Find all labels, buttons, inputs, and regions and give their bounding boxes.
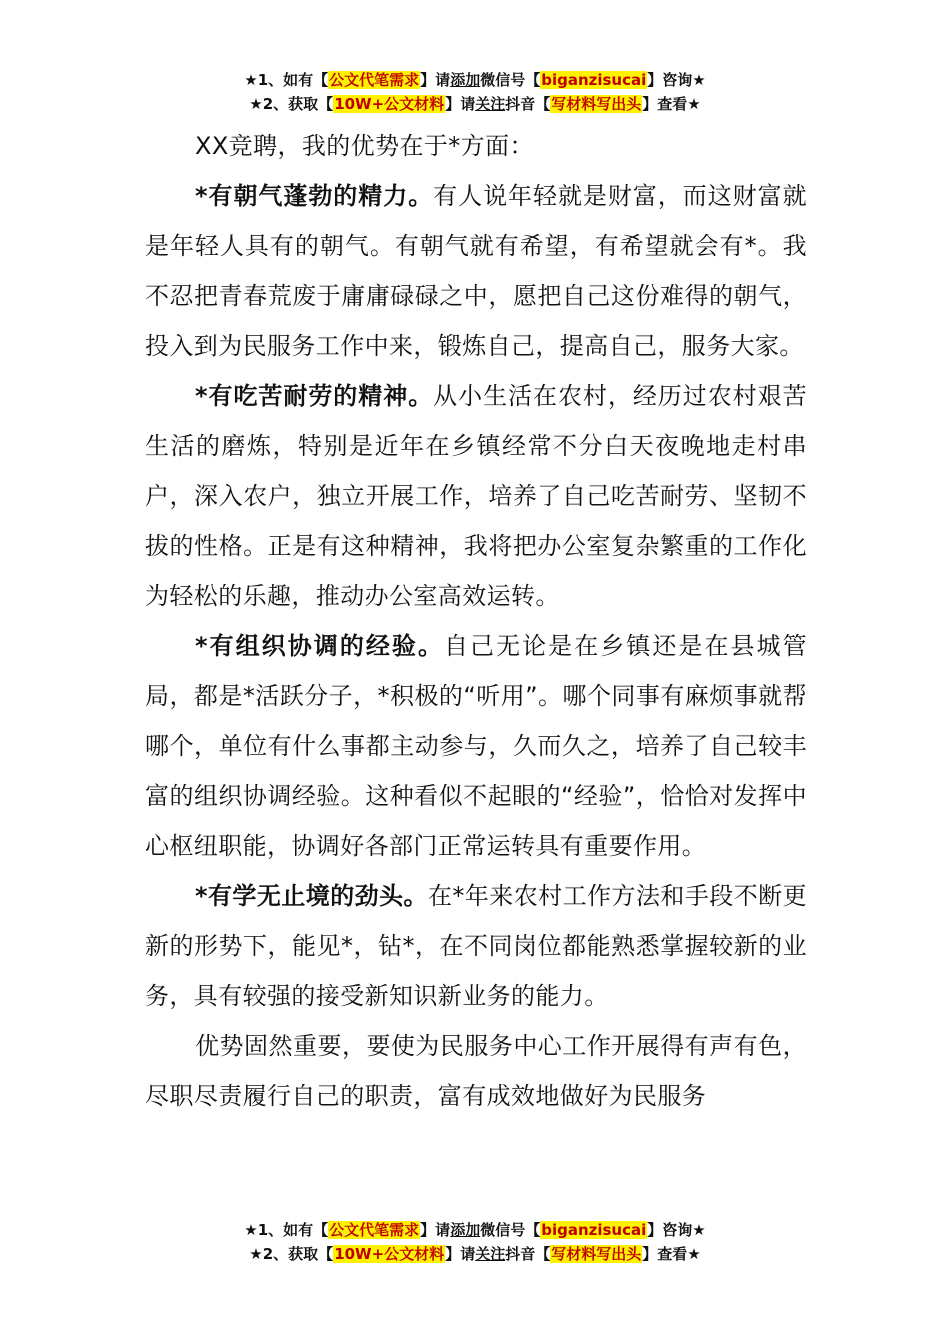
closing-paragraph bbox=[145, 1021, 807, 1121]
paragraph-text: 从小生活在农村，经历过农村艰苦生活的磨炼，特别是近年在乡镇经常不分白天夜晚地走村串户，深入农户，独立开展工作，培养了自己吃苦耐劳、坚韧不拔的性格。正是有这种精神，我将把办公室复杂繁重的工作化为轻松的乐趣，推动办公室高效运转。 bbox=[145, 382, 807, 610]
banner-text: 】咨询★ bbox=[647, 1221, 706, 1239]
body-paragraph bbox=[145, 621, 807, 871]
banner-text: 抖音【 bbox=[505, 95, 551, 113]
banner-line-2 bbox=[0, 1242, 950, 1266]
paragraph-heading: *有学无止境的劲头。 bbox=[195, 882, 428, 910]
highlight-service: 公文代笔需求 bbox=[329, 1221, 420, 1239]
paragraph-text: 有人说年轻就是财富，而这财富就是年轻人具有的朝气。有朝气就有希望，有希望就会有*。我不忍把青春荒废于庸庸碌碌之中，愿把自己这份难得的朝气，投入到为民服务工作中来，锻炼自己，提高自己，服务大家。 bbox=[145, 182, 807, 360]
banner-text: 微信号【 bbox=[480, 71, 541, 89]
banner-text: 】请 bbox=[445, 95, 476, 113]
banner-text: ★2、获取【 bbox=[249, 1245, 334, 1263]
highlight-douyin: 写材料写出头 bbox=[551, 95, 642, 113]
body-paragraph bbox=[145, 171, 807, 371]
body-paragraph bbox=[145, 871, 807, 1021]
intro-text: XX竞聘，我的优势在于*方面： bbox=[195, 132, 534, 160]
banner-line-2 bbox=[0, 92, 950, 116]
paragraph-text: 在*年来农村工作方法和手段不断更新的形势下，能见*，钻*，在不同岗位都能熟悉掌握较新的业务，具有较强的接受新知识新业务的能力。 bbox=[145, 882, 807, 1010]
paragraph-heading: *有吃苦耐劳的精神。 bbox=[195, 382, 434, 410]
highlight-materials: 10W+公文材料 bbox=[334, 1245, 445, 1263]
highlight-wechat-id: biganzisucai bbox=[541, 1221, 647, 1239]
paragraph-heading: *有朝气蓬勃的精力。 bbox=[195, 182, 434, 210]
header-banner bbox=[0, 68, 950, 116]
banner-line-1 bbox=[0, 1218, 950, 1242]
banner-text: 】查看★ bbox=[642, 95, 701, 113]
highlight-douyin: 写材料写出头 bbox=[551, 1245, 642, 1263]
highlight-service: 公文代笔需求 bbox=[329, 71, 420, 89]
body-paragraph bbox=[145, 371, 807, 621]
paragraph-text: 自己无论是在乡镇还是在县城管局，都是*活跃分子，*积极的“听用”。哪个同事有麻烦事就帮哪个，单位有什么事都主动参与，久而久之，培养了自己较丰富的组织协调经验。这种看似不起眼的“经验”，恰恰对发挥中心枢纽职能，协调好各部门正常运转具有重要作用。 bbox=[145, 632, 807, 860]
banner-text: ★1、如有【 bbox=[244, 1221, 329, 1239]
paragraph-heading: *有组织协调的经验。 bbox=[195, 632, 444, 660]
banner-underlined-text: 添加 bbox=[450, 71, 481, 89]
banner-text: 】请 bbox=[420, 1221, 451, 1239]
banner-text: 】请 bbox=[420, 71, 451, 89]
paragraph-text: 优势固然重要，要使为民服务中心工作开展得有声有色，尽职尽责履行自己的职责，富有成效地做好为民服务 bbox=[145, 1032, 807, 1110]
banner-text: 】查看★ bbox=[642, 1245, 701, 1263]
highlight-wechat-id: biganzisucai bbox=[541, 71, 647, 89]
banner-underlined-text: 关注 bbox=[475, 95, 506, 113]
banner-text: ★2、获取【 bbox=[249, 95, 334, 113]
intro-paragraph bbox=[145, 121, 807, 171]
banner-text: 抖音【 bbox=[505, 1245, 551, 1263]
document-body bbox=[145, 121, 807, 1121]
footer-banner bbox=[0, 1218, 950, 1266]
banner-text: 】咨询★ bbox=[647, 71, 706, 89]
banner-underlined-text: 添加 bbox=[450, 1221, 481, 1239]
banner-underlined-text: 关注 bbox=[475, 1245, 506, 1263]
banner-text: 微信号【 bbox=[480, 1221, 541, 1239]
highlight-materials: 10W+公文材料 bbox=[334, 95, 445, 113]
banner-line-1 bbox=[0, 68, 950, 92]
banner-text: ★1、如有【 bbox=[244, 71, 329, 89]
banner-text: 】请 bbox=[445, 1245, 476, 1263]
